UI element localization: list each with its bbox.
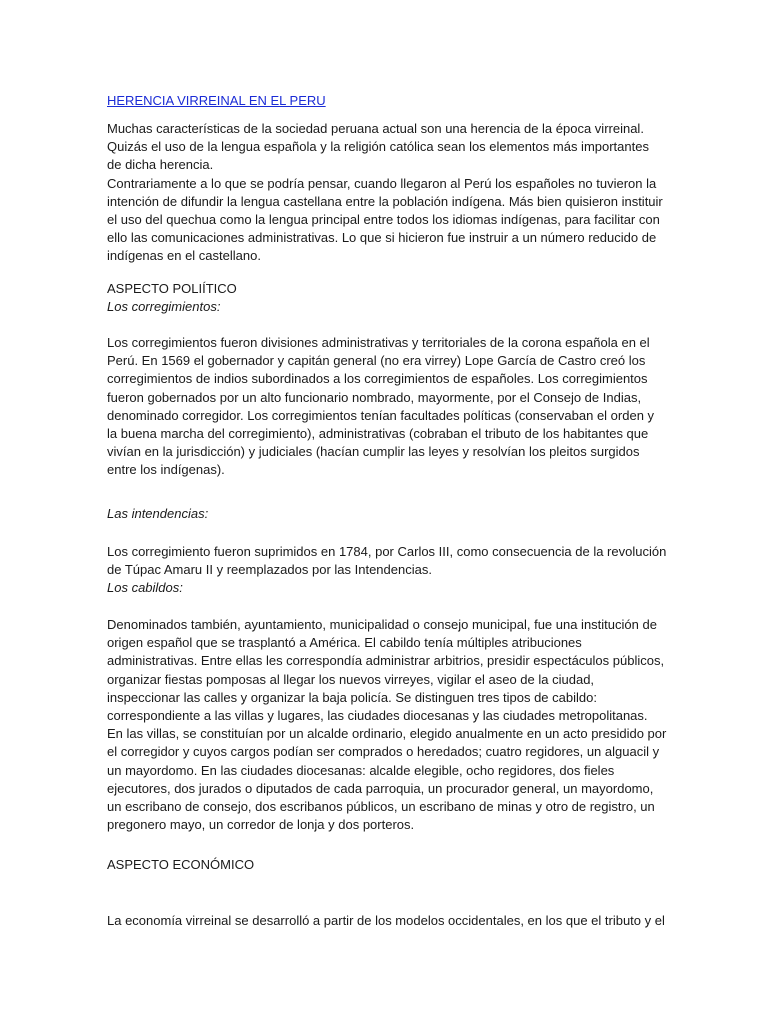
intendencias-heading-group	[107, 505, 667, 523]
economico-paragraph: La economía virreinal se desarrolló a partir de los modelos occidentales, en los que el tributo y el	[107, 913, 665, 928]
document-title-link[interactable]: HERENCIA VIRREINAL EN EL PERU	[107, 93, 326, 108]
cabildos-paragraph-1: Denominados también, ayuntamiento, municipalidad o consejo municipal, fue una institución de origen español que se trasplantó a América. El cabildo tenía múltiples atribuciones administrativas. Entre ellas les correspondía administrar arbitrios, presidir espectáculos públicos, organizar fiestas pomposas al llegar los nuevos virreyes, vigilar el aseo de la ciudad, inspeccionar las calles y organizar la baja policía. Se distinguen tres tipos de cabildo: correspondiente a las villas y lugares, las ciudades diocesanas y las ciudades metropolitanas.	[107, 617, 665, 724]
subheading-corregimientos: Los corregimientos:	[107, 299, 221, 315]
corregimientos-section	[107, 334, 667, 480]
economic-heading-group	[107, 856, 667, 874]
section-heading-economico: ASPECTO ECONÓMICO	[107, 857, 255, 872]
cabildos-section	[107, 616, 667, 834]
political-heading-group	[107, 280, 667, 316]
subheading-intendencias: Las intendencias:	[107, 506, 209, 521]
intendencias-paragraph: Los corregimiento fueron suprimidos en 1784, por Carlos III, como consecuencia de la revolución de Túpac Amaru II y reemplazados por las Intendencias.	[107, 544, 667, 578]
subheading-cabildos: Los cabildos:	[107, 580, 183, 596]
intendencias-section	[107, 543, 667, 598]
intro-section	[107, 120, 667, 266]
economic-section	[107, 912, 667, 930]
cabildos-paragraph-2: En las villas, se constituían por un alcalde ordinario, elegido anualmente en un acto presidido por el corregidor y cuyos cargos podían ser comprados o heredados; cuatro regidores, un alguacil y un mayordomo. En las ciudades diocesanas: alcalde elegible, ocho regidores, dos fieles ejecutores, dos jurados o diputados de cada parroquia, un procurador general, un mayordomo, un escribano de consejo, dos escribanos públicos, un escribano de minas y otro de registro, un pregonero mayo, un corredor de lonja y dos porteros.	[107, 726, 667, 833]
intro-paragraph-1: Muchas características de la sociedad peruana actual son una herencia de la época virreinal. Quizás el uso de la lengua española y la religión católica sean los elementos más importantes de dicha herencia.	[107, 121, 649, 173]
intro-paragraph-2: Contrariamente a lo que se podría pensar, cuando llegaron al Perú los españoles no tuvieron la intención de difundir la lengua castellana entre la población indígena. Más bien quisieron instituir el uso del quechua como la lengua principal entre todos los idiomas indígenas, para facilitar con ello las comunicaciones administrativas. Lo que si hicieron fue instruir a un número reducido de indígenas en el castellano.	[107, 175, 663, 264]
section-heading-politico: ASPECTO POLIÍTICO	[107, 281, 237, 296]
corregimientos-paragraph: Los corregimientos fueron divisiones administrativas y territoriales de la corona española en el Perú. En 1569 el gobernador y capitán general (no era virrey) Lope García de Castro creó los corregimientos de indios subordinados a los corregimientos de españoles. Los corregimientos fueron gobernados por un alto funcionario nombrado, mayormente, por el Consejo de Indias, denominado corregidor. Los corregimientos tenían facultades políticas (conservaban el orden y la buena marcha del corregimiento), administrativas (cobraban el tributo de los habitantes que vivían en la jurisdicción) y judiciales (hacían cumplir las leyes y resolvían los pleitos surgidos entre los indígenas).	[107, 335, 655, 478]
